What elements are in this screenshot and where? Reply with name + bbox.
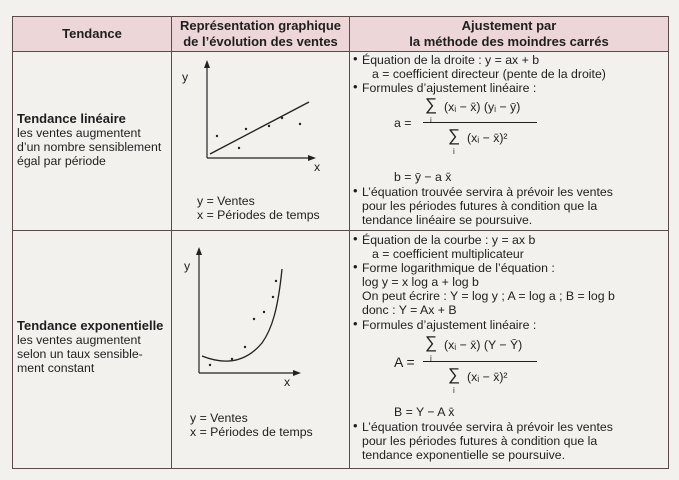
linear-desc-2: d’un nombre sensiblement	[17, 140, 162, 154]
exp-l1: Équation de la courbe : y = ax b	[362, 233, 536, 247]
exp-l6: donc : Y = Ax + B	[362, 303, 457, 317]
trend-table	[12, 16, 669, 469]
linear-c2: pour les périodes futures à condition que la	[362, 199, 598, 213]
linear-legend-y: y = Ventes	[197, 194, 255, 208]
linear-l1: Équation de la droite : y = ax + b	[362, 53, 540, 67]
exp-l4: log y = x log a + log b	[362, 275, 479, 289]
exponential-desc-1: les ventes augmentent	[17, 333, 141, 347]
exp-b-eq: B = Y − A x̄	[394, 405, 455, 419]
header-row	[13, 17, 669, 52]
exponential-axis-y: y	[184, 259, 191, 273]
linear-fraction-bar	[423, 122, 537, 123]
exp-l7: Formules d’ajustement linéaire :	[362, 318, 537, 332]
exp-den: (xᵢ − x̄)²	[467, 370, 508, 384]
exponential-legend-y: y = Ventes	[190, 411, 248, 425]
header-tendance: Tendance	[13, 17, 172, 52]
linear-c1: L’équation trouvée servira à prévoir les ventes	[362, 185, 613, 199]
trend-line	[210, 102, 309, 154]
row-exponential	[13, 231, 669, 469]
row-linear	[13, 52, 669, 231]
linear-desc-3: égal par période	[17, 154, 106, 168]
exponential-title: Tendance exponentielle	[17, 318, 164, 333]
linear-graph	[172, 52, 350, 192]
linear-l2: a = coefficient directeur (pente de la droite)	[372, 67, 606, 81]
exp-fraction-bar	[423, 361, 537, 362]
exp-l5: On peut écrire : Y = log y ; A = log a ; B = log b	[362, 289, 615, 303]
exp-c2: pour les périodes futures à condition que la	[362, 434, 598, 448]
exponential-label-cell	[13, 231, 172, 469]
exp-a-eq: A =	[394, 354, 415, 370]
linear-a-eq: a =	[394, 116, 412, 130]
linear-l3: Formules d’ajustement linéaire :	[362, 81, 537, 95]
exponential-formula-cell: • Équation de la courbe : y = ax b a = coefficient multiplicateur • Forme logarithmique de l’équation : log y = x log a + log b On peut écrire : Y = log y ; A = log a ; B = log b donc : Y = Ax + B • Formules d’ajustement linéaire : A = ∑ i (xᵢ − x̄) (Y − Ȳ) ∑ i (xᵢ − x̄)² B = Y − A x̄ • L’équation trouvée servira à prévoir les ventes pour les périodes futures à condition que la tendance exponentielle se poursuive.	[350, 231, 669, 469]
linear-title: Tendance linéaire	[17, 111, 126, 126]
exponential-axis-x: x	[284, 375, 291, 389]
linear-b-eq: b = ȳ − a x̄	[394, 170, 452, 184]
linear-formula-cell: • Équation de la droite : y = ax + b a = coefficient directeur (pente de la droite) • Formules d’ajustement linéaire : a = ∑ i (xᵢ − x̄) (yᵢ − ȳ) ∑ i (xᵢ − x̄)² b = ȳ − a x̄ • L’équation trouvée servira à prévoir les ventes pour les périodes futures à condition que la tendance linéaire se poursuive.	[350, 52, 669, 231]
linear-num: (xᵢ − x̄) (yᵢ − ȳ)	[444, 100, 521, 114]
linear-c3: tendance linéaire se poursuive.	[362, 213, 533, 227]
linear-desc-1: les ventes augmentent	[17, 126, 141, 140]
exponential-desc-2: selon un taux sensible-	[17, 347, 143, 361]
exponential-curve	[202, 269, 282, 361]
linear-legend-x: x = Périodes de temps	[197, 208, 320, 222]
linear-den: (xᵢ − x̄)²	[467, 131, 508, 145]
header-representation: Représentation graphique de l’évolution des ventes	[172, 17, 350, 52]
linear-axis-x: x	[314, 160, 321, 174]
exponential-desc-3: ment constant	[17, 361, 95, 375]
linear-graph-cell	[172, 52, 350, 231]
exp-l2: a = coefficient multiplicateur	[372, 247, 524, 261]
exp-l3: Forme logarithmique de l’équation :	[362, 261, 555, 275]
exponential-graph-cell	[172, 231, 350, 469]
linear-label-cell	[13, 52, 172, 231]
exponential-graph	[172, 231, 350, 391]
header-ajustement: Ajustement par la méthode des moindres carrés	[350, 17, 669, 52]
exp-c3: tendance exponentielle se poursuive.	[362, 448, 566, 462]
exp-c1: L’équation trouvée servira à prévoir les ventes	[362, 420, 613, 434]
exponential-legend-x: x = Périodes de temps	[190, 425, 313, 439]
linear-axis-y: y	[182, 70, 189, 84]
exp-num: (xᵢ − x̄) (Y − Ȳ)	[444, 338, 523, 352]
